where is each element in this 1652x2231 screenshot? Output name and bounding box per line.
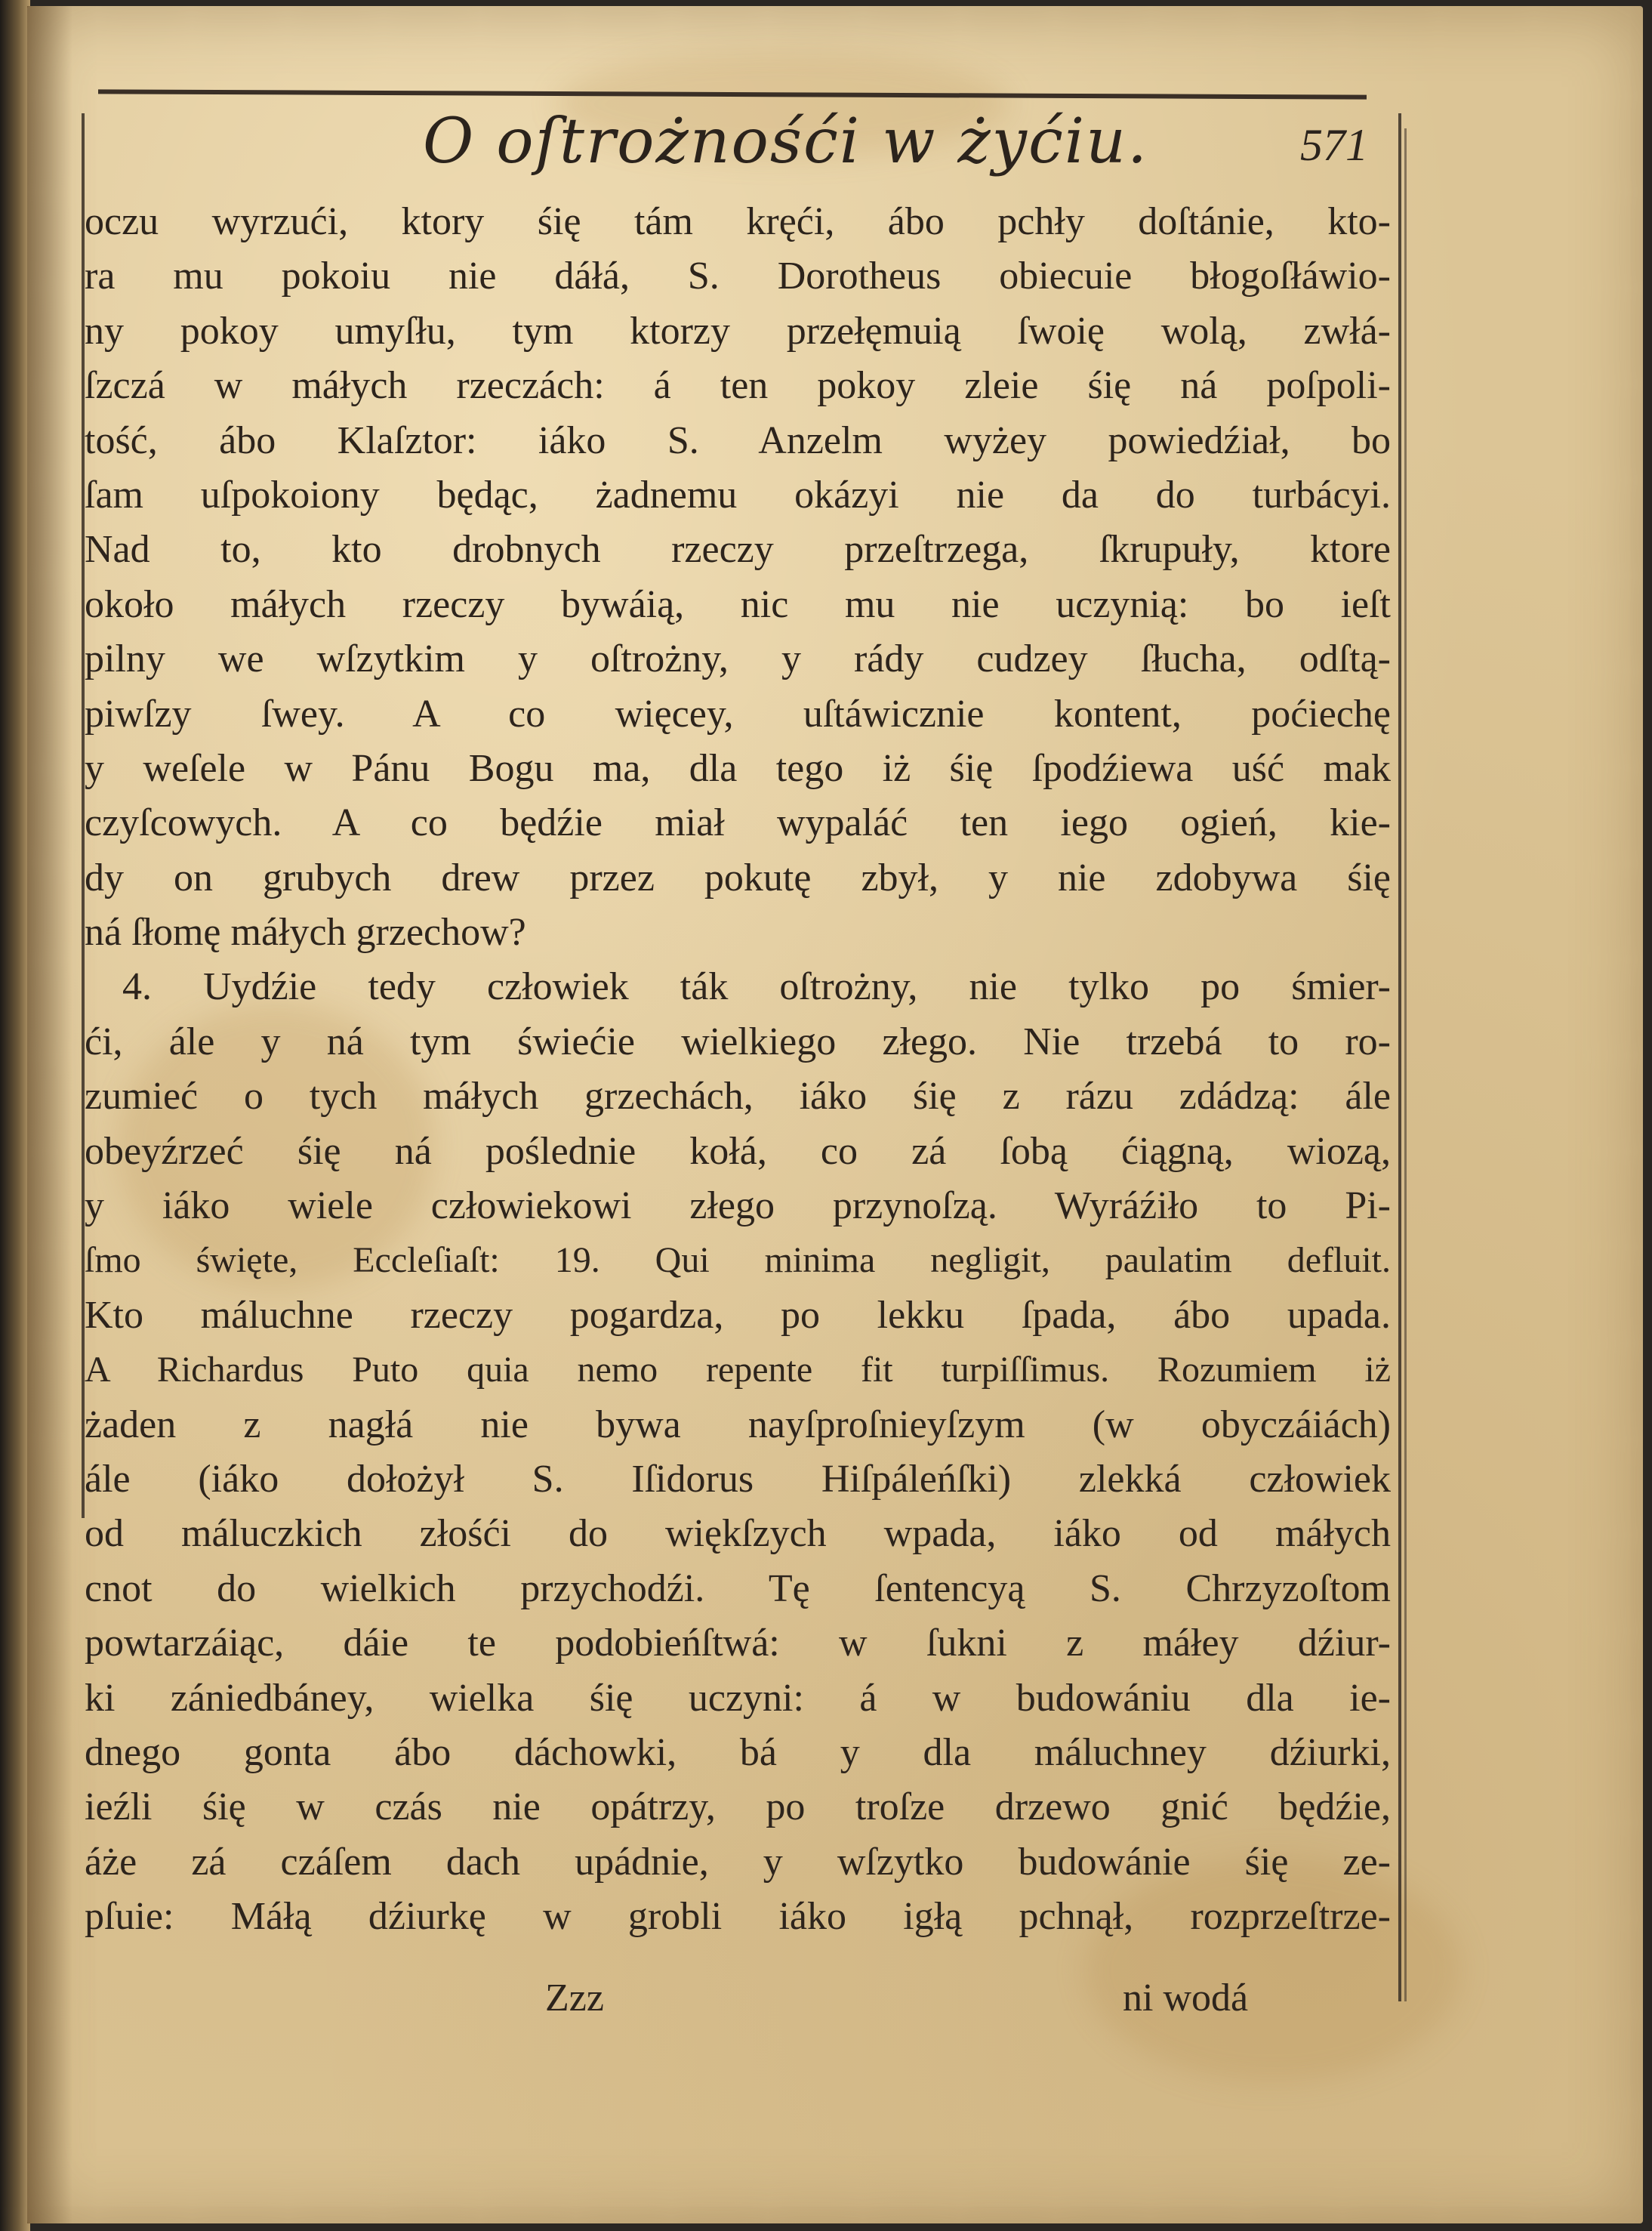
- text-line: ſmo święte, Eccleſiaſt: 19. Qui minima negligit, paulatim defluit.: [85, 1240, 1391, 1281]
- text-line: Nad to, kto drobnych rzeczy przeſtrzega, ſkrupuły, ktore: [85, 528, 1391, 572]
- running-title: O oſtrożnośći w żyćiu.: [423, 106, 1149, 177]
- text-line: ieźli śię w czás nie opátrzy, po troſze drzewo gnić będźie,: [85, 1785, 1391, 1829]
- text-line: A Richardus Puto quia nemo repente fit turpiſſimus. Rozumiem iż: [85, 1350, 1391, 1390]
- text-line: czyſcowych. A co będźie miał wypaláć ten iego ogień, kie-: [85, 801, 1391, 845]
- outer-margin-rule: [1404, 128, 1407, 2001]
- text-line: pilny we wſzytkim y oſtrożny, y rády cudzey ſłucha, odſtą-: [85, 637, 1391, 681]
- text-line: ći, ále y ná tym świećie wielkiego złego. Nie trzebá to ro-: [85, 1020, 1391, 1063]
- text-line: oczu wyrzući, ktory śię tám kręći, ábo pchły doſtánie, kto-: [85, 200, 1391, 243]
- body-text: [85, 195, 1391, 1945]
- text-line: ſam uſpokoiony będąc, żadnemu okázyi nie da do turbácyi.: [85, 473, 1391, 517]
- text-line: powtarzáiąc, dáie te podobieńſtwá: w ſukni z máłey dźiur-: [85, 1622, 1391, 1665]
- text-line: zumieć o tych máłych grzechách, iáko śię z rázu zdádzą: ále: [85, 1075, 1391, 1119]
- text-line: ny pokoy umyſłu, tym ktorzy przełęmuią ſwoię wolą, zwłá-: [85, 309, 1391, 353]
- text-line: dy on grubych drew przez pokutę zbył, y nie zdobywa śię: [85, 856, 1391, 899]
- catchword: ni wodá: [1123, 1976, 1249, 2020]
- text-line: Kto máluchne rzeczy pogardza, po lekku ſpada, ábo upada.: [85, 1293, 1391, 1337]
- text-line: ále (iáko dołożył S. Iſidorus Hiſpáleńſki) zlekká człowiek: [85, 1457, 1391, 1501]
- text-line: piwſzy ſwey. A co więcey, uſtáwicznie kontent, poćiechę: [85, 692, 1391, 736]
- text-line: ſzczá w máłych rzeczách: á ten pokoy zleie śię ná poſpoli-: [85, 364, 1391, 408]
- right-margin-rule: [1398, 113, 1401, 2001]
- text-line: y iáko wiele człowiekowi złego przynoſzą. Wyráźiło to Pi-: [85, 1184, 1391, 1228]
- text-line: dnego gonta ábo dáchowki, bá y dla máluchney dźiurki,: [85, 1730, 1391, 1774]
- text-line: około máłych rzeczy bywáią, nic mu nie uczynią: bo ieſt: [85, 582, 1391, 626]
- text-line: cnot do wielkich przychodźi. Tę ſentencyą S. Chrzyzoſtom: [85, 1566, 1391, 1610]
- text-line: obeyźrzeć śię ná poślednie kołá, co zá ſobą ćiągną, wiozą,: [85, 1129, 1391, 1173]
- text-line: ra mu pokoiu nie dáłá, S. Dorotheus obiecuie błogoſłáwio-: [85, 255, 1391, 298]
- text-line: tość, ábo Klaſztor: iáko S. Anzelm wyżey powiedźiał, bo: [85, 418, 1391, 462]
- text-line: 4. Uydźie tedy człowiek ták oſtrożny, nie tylko po śmier-: [122, 965, 1391, 1009]
- page-stack-edge: [0, 0, 30, 2231]
- text-line: ná ſłomę máłych grzechow?: [85, 911, 526, 955]
- signature-mark: Zzz: [545, 1976, 604, 2020]
- text-line: pſuie: Máłą dźiurkę w grobli iáko igłą pchnął, rozprzeſtrze-: [85, 1895, 1391, 1939]
- text-line: áże zá czáſem dach upádnie, y wſzytko budowánie śię ze-: [85, 1840, 1391, 1884]
- text-line: ki zániedbáney, wielka śię uczyni: á w budowániu dla ie-: [85, 1676, 1391, 1720]
- page-number: 571: [1300, 120, 1368, 170]
- text-line: żaden z nagłá nie bywa nayſproſnieyſzym (w obyczáiách): [85, 1402, 1391, 1446]
- text-line: od máluczkich złośći do więkſzych wpada, iáko od máłych: [85, 1512, 1391, 1556]
- text-line: y weſele w Pánu Bogu ma, dla tego iż śię ſpodźiewa uść mak: [85, 746, 1391, 790]
